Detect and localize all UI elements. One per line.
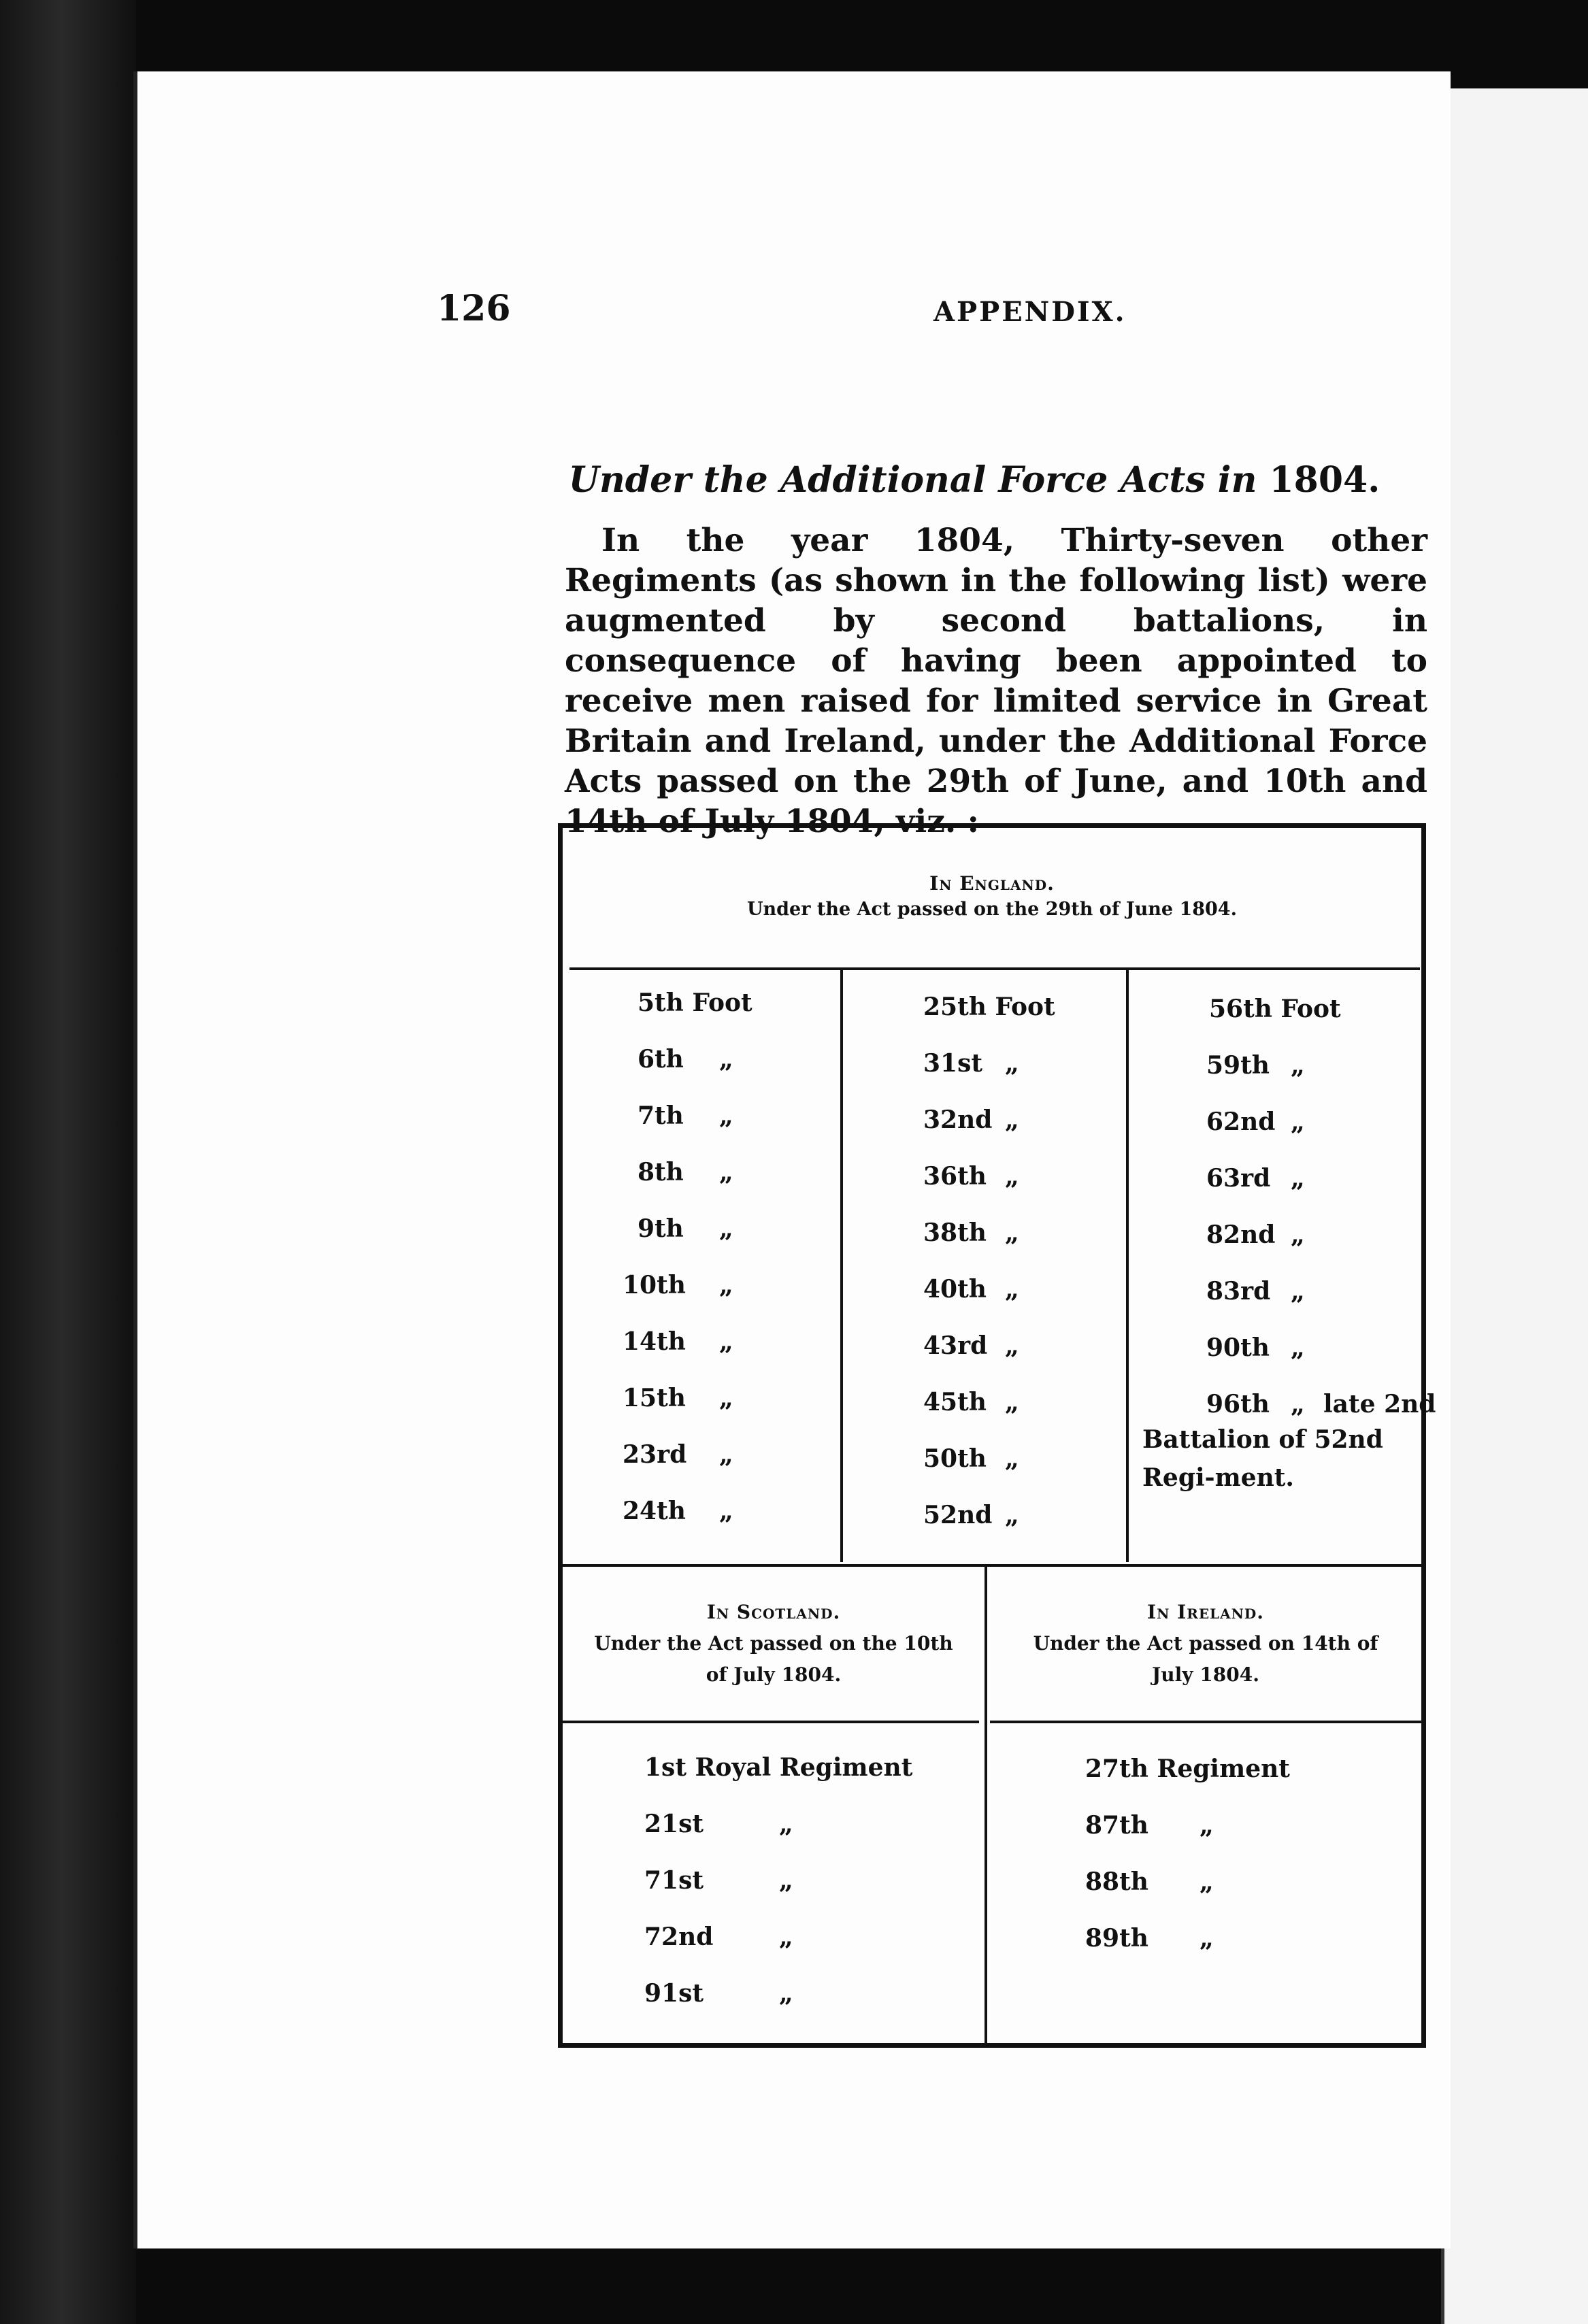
regiment-name: 90th: [1206, 1333, 1270, 1362]
ireland-title: In Ireland.: [1146, 1601, 1265, 1623]
list-item: [923, 1162, 1019, 1191]
ditto-mark: „: [1291, 1164, 1305, 1193]
regiment-name: 43rd: [923, 1331, 988, 1360]
regiment-name: 1st Royal Regiment: [644, 1753, 913, 1782]
list-item: [1085, 1811, 1214, 1840]
ditto-mark: „: [719, 1327, 733, 1356]
regiment-name: 15th: [623, 1384, 686, 1412]
ditto-mark: „: [1005, 1501, 1019, 1529]
ditto-mark: „: [1291, 1333, 1305, 1362]
regiment-name: 5th Foot: [638, 989, 752, 1017]
list-item: [638, 1214, 733, 1243]
regiment-name: 23rd: [623, 1440, 687, 1469]
list-item: [1209, 995, 1341, 1023]
regiment-name: 7th: [638, 1101, 684, 1130]
list-item: [923, 1444, 1019, 1473]
list-item: [623, 1327, 733, 1356]
list-item: [923, 1275, 1019, 1304]
list-item: [644, 1979, 793, 2008]
regiment-name: 83rd: [1206, 1277, 1271, 1306]
ireland-subtitle: Under the Act passed on 14th of July 1804.: [1033, 1632, 1378, 1686]
ditto-mark: „: [719, 1158, 733, 1186]
ditto-mark: „: [1200, 1924, 1214, 1953]
list-item: [638, 989, 752, 1017]
list-item: [923, 993, 1055, 1021]
ditto-mark: „: [779, 1979, 793, 2008]
list-item: [923, 1049, 1019, 1078]
regiment-name: 96th: [1206, 1390, 1270, 1418]
regiment-name: 9th: [638, 1214, 684, 1243]
lower-column-rule: [985, 1564, 987, 2044]
ditto-mark: „: [779, 1923, 793, 1951]
running-head: APPENDIX.: [933, 296, 1127, 328]
regiment-name: 52nd: [923, 1501, 993, 1529]
list-item: [644, 1810, 793, 1838]
regiment-name: 8th: [638, 1158, 684, 1186]
ditto-mark: „: [1291, 1221, 1305, 1249]
ditto-mark: „: [719, 1440, 733, 1469]
regiment-name: 71st: [644, 1866, 704, 1895]
regiment-name: 21st: [644, 1810, 704, 1838]
scotland-header: [569, 1597, 978, 1691]
list-item: [1206, 1108, 1305, 1136]
regiment-name: 62nd: [1206, 1108, 1276, 1136]
regiment-name: 25th Foot: [923, 993, 1055, 1021]
ditto-mark: „: [1005, 1444, 1019, 1473]
england-subtitle: Under the Act passed on the 29th of June 1804.: [746, 899, 1237, 920]
ditto-mark: „: [1200, 1811, 1214, 1840]
list-item: [923, 1331, 1019, 1360]
regiment-name: 88th: [1085, 1868, 1148, 1896]
england-header: [563, 872, 1421, 920]
column-rule-2: [1126, 967, 1129, 1562]
list-item: [623, 1440, 733, 1469]
regiment-name: 45th: [923, 1388, 987, 1416]
ditto-mark: „: [719, 1271, 733, 1299]
list-item: [644, 1923, 793, 1951]
ditto-mark: „: [1005, 1275, 1019, 1304]
ditto-mark: „: [1291, 1108, 1305, 1136]
section-heading: [546, 459, 1403, 501]
regiments-table: [558, 823, 1436, 2048]
regiment-name: 56th Foot: [1209, 995, 1341, 1023]
list-item: [623, 1384, 733, 1412]
list-item: [638, 1158, 733, 1186]
ditto-mark: „: [779, 1810, 793, 1838]
ditto-mark: „: [719, 1101, 733, 1130]
page-number: 126: [437, 288, 511, 329]
adjacent-page-edge: [1441, 88, 1588, 2324]
list-item: [923, 1106, 1019, 1134]
col3-note: Battalion of 52nd Regi-ment.: [1142, 1425, 1383, 1492]
lower-section-rule: [563, 1564, 1421, 1567]
book-binding: [0, 0, 136, 2324]
regiment-name: 10th: [623, 1271, 686, 1299]
ditto-mark: „: [1005, 1049, 1019, 1078]
scotland-title: In Scotland.: [706, 1601, 841, 1623]
list-item: [923, 1218, 1019, 1247]
regiment-name: 27th Regiment: [1085, 1755, 1290, 1783]
column-rule-1: [840, 967, 843, 1562]
list-item: [1085, 1868, 1214, 1896]
regiment-name: 59th: [1206, 1051, 1270, 1080]
regiment-name: 91st: [644, 1979, 704, 2008]
list-item: [1085, 1755, 1290, 1783]
ditto-mark: „: [1291, 1051, 1305, 1080]
scotland-header-rule: [563, 1721, 979, 1723]
list-item: [1206, 1051, 1305, 1080]
ireland-header-rule: [990, 1721, 1421, 1723]
england-header-rule: [569, 967, 1420, 970]
col3-note-inline: late 2nd: [1323, 1390, 1436, 1418]
ireland-header: [998, 1597, 1413, 1691]
book-page: [133, 71, 1451, 2248]
regiment-name: 89th: [1085, 1924, 1148, 1953]
ditto-mark: „: [1005, 1162, 1019, 1191]
list-item: [644, 1753, 912, 1782]
ditto-mark: „: [1005, 1331, 1019, 1360]
list-item: [638, 1045, 733, 1074]
ditto-mark: „: [719, 1045, 733, 1074]
list-item: [923, 1501, 1019, 1529]
list-item: [644, 1866, 793, 1895]
regiment-name: 82nd: [1206, 1221, 1276, 1249]
regiment-name: 50th: [923, 1444, 987, 1473]
intro-paragraph: In the year 1804, Thirty-seven other Regiments (as shown in the following list) were augmented by second battalions, in consequence of having been appointed to receive men raised for limited service in Great Britain and Ireland, under the Additional Force Acts passed on the 29th of June, and 10th and 14th of July 1804, viz. :: [565, 522, 1427, 840]
list-item: [1206, 1390, 1436, 1418]
ditto-mark: „: [1005, 1388, 1019, 1416]
regiment-name: 40th: [923, 1275, 987, 1304]
ditto-mark: „: [779, 1866, 793, 1895]
regiment-name: 14th: [623, 1327, 686, 1356]
ditto-mark: „: [1291, 1277, 1305, 1306]
regiment-name: 87th: [1085, 1811, 1148, 1840]
regiment-name: 72nd: [644, 1923, 714, 1951]
section-heading-text: Under the Additional Force Acts in: [568, 459, 1257, 501]
list-item: [623, 1271, 733, 1299]
regiment-name: 38th: [923, 1218, 987, 1247]
ditto-mark: „: [719, 1384, 733, 1412]
regiment-name: 24th: [623, 1497, 686, 1525]
section-heading-year: 1804.: [1269, 459, 1380, 501]
regiment-name: 32nd: [923, 1106, 993, 1134]
list-item: [638, 1101, 733, 1130]
list-item: [1085, 1924, 1214, 1953]
list-item: [1206, 1221, 1305, 1249]
list-item: [623, 1497, 733, 1525]
ditto-mark: „: [1005, 1218, 1019, 1247]
ditto-mark: „: [719, 1214, 733, 1243]
list-item: [1206, 1164, 1305, 1193]
list-item: [923, 1388, 1019, 1416]
list-item: [1206, 1277, 1305, 1306]
regiment-name: 36th: [923, 1162, 987, 1191]
ditto-mark: „: [1200, 1868, 1214, 1896]
ditto-mark: „: [719, 1497, 733, 1525]
regiment-name: 6th: [638, 1045, 684, 1074]
england-title: In England.: [929, 872, 1055, 895]
regiment-name: 63rd: [1206, 1164, 1271, 1193]
regiment-name: 31st: [923, 1049, 982, 1078]
scotland-subtitle: Under the Act passed on the 10th of July 1804.: [594, 1632, 953, 1686]
ditto-mark: „: [1005, 1106, 1019, 1134]
ditto-mark: „: [1291, 1390, 1305, 1418]
list-item: [1206, 1333, 1305, 1362]
